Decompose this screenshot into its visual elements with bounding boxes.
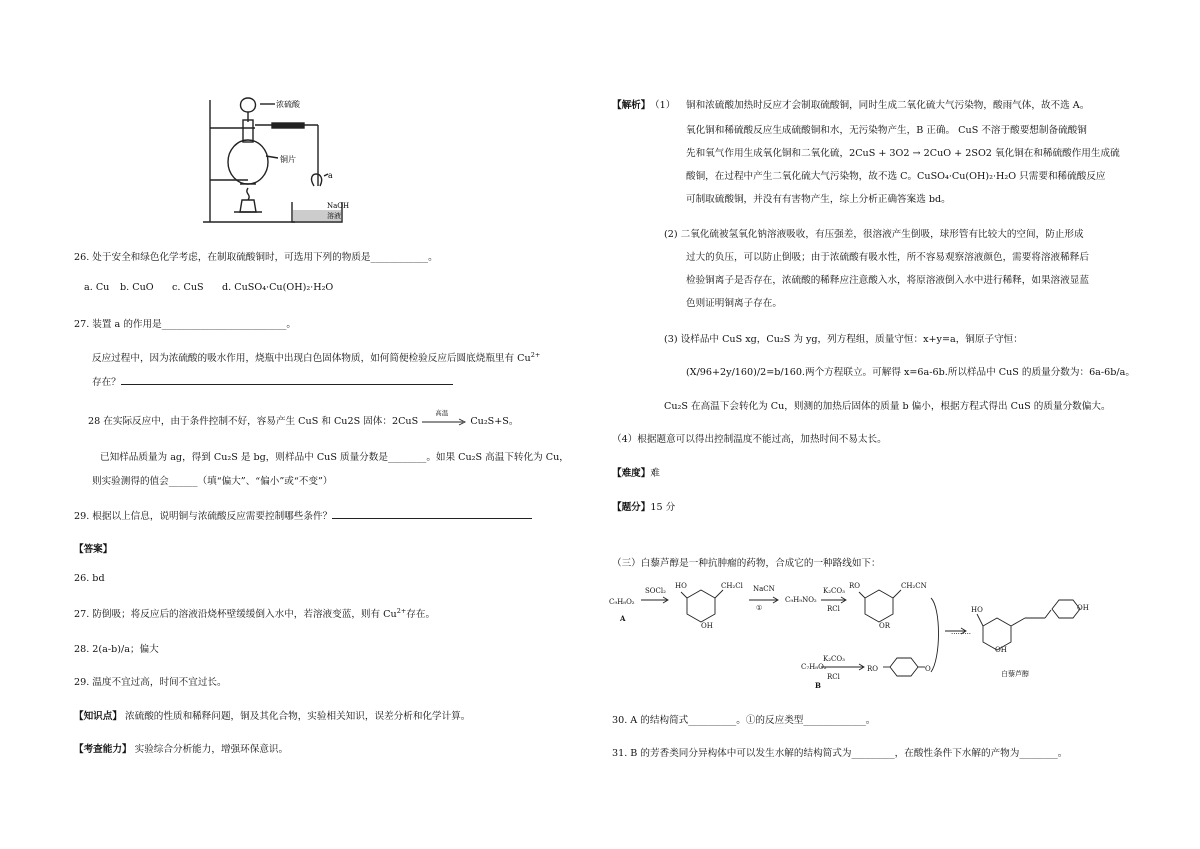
difficulty [612, 465, 660, 479]
product-oh-label-2: OH [1077, 604, 1089, 612]
answer-28: 28. 2(a-b)/a；偏大 [74, 644, 159, 655]
score-label: 【题分】 [612, 502, 651, 513]
step-1-label: ① [756, 604, 763, 612]
apparatus-copper-label: 铜片 [280, 155, 296, 164]
or-label: OR [879, 622, 891, 630]
question-28b-line2: 则实验测得的值会______（填“偏大”、“偏小”或“不变”） [92, 476, 333, 487]
answer-26: 26. bd [74, 573, 105, 584]
answer-blank [332, 509, 532, 519]
reagent-k2co3: K₂CO₃ [823, 587, 845, 595]
product-name: 白藜芦醇 [1001, 670, 1029, 678]
q26-option-b: b. CuO [120, 282, 154, 293]
answer-blank [121, 375, 453, 385]
a27-sup: 2+ [396, 606, 407, 615]
analysis-p4: （4）根据题意可以得出控制温度不能过高，加热时间不易太长。 [612, 434, 887, 445]
arrow-label: 高温 [435, 408, 449, 417]
ro-label: RO [849, 582, 861, 590]
score [612, 499, 675, 513]
q27b-line2-text: 存在？ [92, 377, 121, 388]
q26-option-a: a. Cu [84, 282, 110, 293]
reagent-nacn: NaCN [753, 585, 775, 593]
ability-point [74, 741, 288, 755]
analysis-p1-line4: 酸铜，在过程中产生二氧化硫大气污染物，故不选 C。CuSO₄·Cu(OH)₂·H₂O 只需要和稀硫酸反应 [686, 171, 1106, 182]
compound-a-label: A [620, 614, 626, 623]
question-30: 30. A 的结构简式__________。①的反应类型_____________。 [612, 715, 876, 726]
oh-label: OH [701, 622, 713, 630]
compound-b-label: B [815, 681, 821, 690]
reagent-k2co3-b: K₂CO₃ [823, 655, 845, 663]
product-ho-label: HO [971, 606, 983, 614]
reaction-arrow [421, 408, 467, 427]
ro-b-label: RO [867, 665, 879, 673]
q27b-sup: 2+ [530, 350, 541, 359]
analysis-p3-line2: (X/96+2y/160)/2=b/160.两个方程联立。可解得 x=6a-6b.所以样品中 CuS 的质量分数为：6a-6b/a。 [686, 367, 1135, 378]
reagent-rcl-b: RCl [827, 673, 840, 681]
analysis-p2-line2: 过大的负压，可以防止倒吸；由于浓硫酸有吸水性，所不容易观察溶液颜色，需要将溶液稀释后 [686, 252, 1089, 263]
answer-header: 【答案】 [74, 544, 113, 555]
question-28 [88, 408, 519, 427]
analysis-p3-line1: (3) 设样品中 CuS xg，Cu₂S 为 yg，列方程组，质量守恒：x+y=a，铜原子守恒： [664, 334, 1023, 345]
apparatus-figure [200, 90, 375, 230]
ho-label: HO [675, 582, 687, 590]
analysis-p1-line5: 可制取硫酸铜，并没有有害物产生，综上分析正确答案选 bd。 [686, 194, 951, 205]
ch2cn-label: CH₂CN [901, 582, 927, 590]
analysis-p2-line1: (2) 二氧化硫被氢氧化钠溶液吸收，有压强差，很溶液产生倒吸，球形管有比较大的空间，防止形成 [664, 229, 1084, 240]
analysis-p1-num: （1） [650, 100, 676, 111]
reagent-rcl: RCl [827, 605, 840, 613]
apparatus-naoh-label: NaOH [327, 202, 350, 210]
intermediate-formula: C₉H₉NO₂ [785, 596, 817, 604]
knowledge-text: 浓硫酸的性质和稀释问题，铜及其化合物，实验相关知识，误差分析和化学计算。 [125, 711, 471, 722]
a27-tail: 存在。 [406, 609, 436, 620]
difficulty-value: 难 [650, 468, 660, 479]
aldehyde-label: O [925, 665, 931, 673]
answer-29: 29. 温度不宜过高，时间不宜过长。 [74, 677, 227, 688]
analysis-p1-line2: 氧化铜和稀硫酸反应生成硫酸铜和水，无污染物产生，B 正确。 CuS 不溶于酸要想制备硫酸铜 [686, 125, 1087, 136]
question-29 [74, 508, 532, 522]
analysis-p3-line3: Cu₂S 在高温下会转化为 Cu，则测的加热后固体的质量 b 偏小，根据方程式得出 CuS 的质量分数偏大。 [664, 401, 1111, 412]
q29-text: 29. 根据以上信息，说明铜与浓硫酸反应需要控制哪些条件？ [74, 511, 333, 522]
answer-27 [74, 606, 435, 620]
question-31: 31. B 的芳香类同分异构体中可以发生水解的结构简式为_________，在酸性条件下水解的产物为________。 [612, 748, 1068, 759]
q27b-text: 反应过程中，因为浓硫酸的吸水作用，烧瓶中出现白色固体物质，如何简便检验反应后圆底烧瓶里有 Cu [92, 353, 531, 364]
question-26: 26. 处于安全和绿色化学考虑，在制取硫酸铜时，可选用下列的物质是____________。 [74, 252, 438, 263]
question-27b [92, 350, 540, 364]
section-3-intro: （三）白藜芦醇是一种抗肿瘤的药物，合成它的一种路线如下： [612, 558, 881, 569]
knowledge-point [74, 708, 470, 722]
apparatus-a-label: a [328, 171, 333, 180]
q26-option-c: c. CuS [172, 282, 204, 293]
product-oh-label-1: OH [995, 646, 1007, 654]
question-27b-line2 [92, 374, 453, 388]
apparatus-acid-label: 浓硫酸 [276, 100, 300, 109]
ch2cl-label: CH₂Cl [721, 582, 743, 590]
analysis-p1-line1: 铜和浓硫酸加热时反应才会制取硫酸铜，同时生成二氧化硫大气污染物，酸雨气体，故不选 A。 [686, 100, 1090, 111]
a27-text: 27. 防倒吸；将反应后的溶液沿烧杯壁缓缓倒入水中，若溶液变蓝，则有 Cu [74, 609, 397, 620]
question-28b-line1: 已知样品质量为 ag，得到 Cu₂S 是 bg，则样品中 CuS 质量分数是________。如果 Cu₂S 高温下转化为 Cu， [100, 452, 569, 463]
ability-text: 实验综合分析能力，增强环保意识。 [134, 744, 289, 755]
pathway-dots: ········· [951, 630, 972, 638]
question-27: 27. 装置 a 的作用是__________________________。 [74, 319, 297, 330]
ability-label: 【考查能力】 [74, 744, 132, 755]
analysis-p2-line3: 检验铜离子是否存在，浓硫酸的稀释应注意酸入水，将原溶液倒入水中进行稀释，如果溶液显蓝 [686, 275, 1089, 286]
q28-pre: 28 在实际反应中，由于条件控制不好，容易产生 CuS 和 Cu2S 固体：2CuS [88, 416, 419, 427]
knowledge-label: 【知识点】 [74, 711, 122, 722]
apparatus-solution-label: 溶液 [327, 212, 341, 220]
synthesis-scheme [605, 578, 1125, 703]
score-value: 15 分 [650, 502, 676, 513]
reagent-socl2: SOCl₂ [645, 587, 666, 595]
analysis-p2-line4: 色则证明铜离子存在。 [686, 298, 782, 309]
compound-a-formula: C₉H₈O₂ [609, 598, 635, 606]
analysis-p1-line3: 先和氧气作用生成氧化铜和二氧化硫，2CuS + 3O2 → 2CuO + 2SO2 氧化铜在和稀硫酸作用生成硫 [686, 148, 1120, 159]
difficulty-label: 【难度】 [612, 468, 651, 479]
analysis-label: 【解析】 [612, 100, 651, 111]
q28-post: Cu₂S+S。 [470, 416, 519, 427]
q26-option-d: d. CuSO₄·Cu(OH)₂·H₂O [222, 282, 334, 293]
compound-b-formula: C₇H₈O₂ [801, 663, 827, 671]
